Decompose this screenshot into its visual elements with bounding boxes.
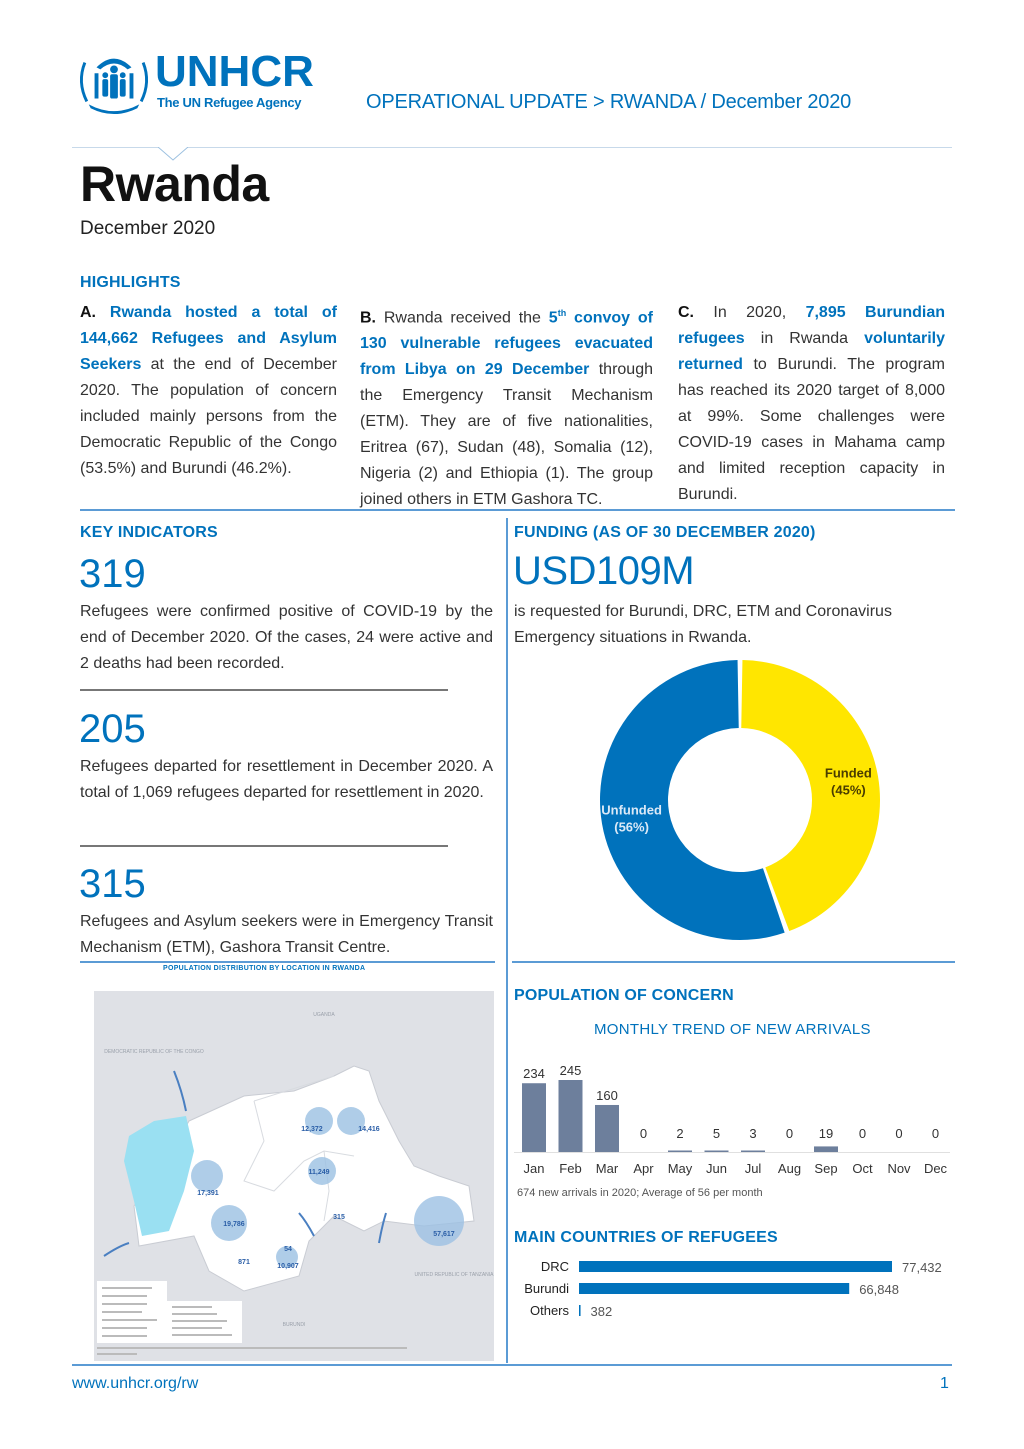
highlight-label: A. — [80, 304, 96, 321]
bar-category-label: Dec — [923, 1161, 948, 1176]
map-site-value: 871 — [238, 1259, 250, 1266]
indicator-value: 315 — [79, 862, 146, 906]
map-site-value: 11,249 — [308, 1169, 330, 1176]
logo-tagline: The UN Refugee Agency — [157, 95, 302, 110]
bar-category-label: Jun — [706, 1161, 727, 1176]
arrivals-note: 674 new arrivals in 2020; Average of 56 per month — [517, 1187, 763, 1199]
highlight-emphasis: 5 — [548, 309, 558, 327]
page-subtitle: December 2020 — [80, 218, 216, 239]
arrivals-bar-chart — [514, 1050, 954, 1210]
bar-value-label: 0 — [785, 1126, 794, 1141]
funding-amount: USD109M — [513, 549, 695, 593]
population-heading: POPULATION OF CONCERN — [514, 987, 734, 1004]
highlight-a — [80, 300, 337, 482]
map-site-value: 57,617 — [433, 1231, 455, 1238]
map-country-label: UNITED REPUBLIC OF TANZANIA — [414, 1272, 494, 1278]
indicator-text: Refugees departed for resettlement in December 2020. A total of 1,069 refugees departed for resettlement in 2020. — [80, 758, 493, 801]
highlight-emphasis: voluntarily returned — [678, 330, 945, 373]
highlights-heading: HIGHLIGHTS — [80, 274, 181, 291]
country-label: Burundi — [524, 1281, 569, 1296]
highlight-emphasis: th — [557, 308, 567, 318]
map-country-label: DEMOCRATIC REPUBLIC OF THE CONGO — [104, 1049, 204, 1055]
highlight-b — [360, 300, 653, 513]
arrivals-chart-title: MONTHLY TREND OF NEW ARRIVALS — [594, 1021, 871, 1038]
donut-label: (45%) — [831, 782, 866, 798]
highlight-text: In 2020, — [694, 304, 806, 321]
logo-wordmark: UNHCR — [155, 47, 314, 96]
indicator-value: 205 — [79, 707, 146, 751]
bar-category-label: Feb — [559, 1161, 582, 1176]
bar-may — [668, 1151, 692, 1153]
section-divider — [80, 961, 495, 963]
map-site-value: 19,786 — [223, 1221, 245, 1228]
indicator-divider — [80, 689, 448, 691]
country-bar-drc — [579, 1261, 892, 1272]
highlight-text: Rwanda received the — [376, 309, 549, 327]
indicator-divider — [80, 845, 448, 847]
bar-jan — [522, 1083, 546, 1152]
bar-mar — [595, 1105, 619, 1152]
bar-jul — [741, 1151, 765, 1153]
bar-feb — [559, 1080, 583, 1152]
bar-value-label: 0 — [858, 1126, 867, 1141]
rwanda-map — [94, 991, 494, 1361]
footer-divider — [72, 1364, 952, 1366]
map-site-value: 17,391 — [197, 1190, 219, 1197]
bar-category-label: May — [667, 1161, 693, 1176]
bar-value-label: 5 — [712, 1126, 721, 1141]
indicator-text: Refugees were confirmed positive of COVID-19 by the end of December 2020. Of the cases, 24 were active and 2 deaths had been recorded. — [80, 603, 493, 672]
indicator-text: Refugees and Asylum seekers were in Emergency Transit Mechanism (ETM), Gashora Transit Centre. — [80, 913, 493, 956]
highlight-c — [678, 300, 945, 508]
unhcr-emblem-icon — [72, 48, 156, 116]
bar-category-label: Apr — [633, 1161, 654, 1176]
section-divider — [80, 509, 955, 511]
breadcrumb: OPERATIONAL UPDATE > RWANDA / December 2020 — [366, 91, 852, 113]
funding-donut-chart — [590, 655, 890, 945]
bar-sep — [814, 1146, 838, 1152]
country-label: DRC — [540, 1259, 569, 1274]
bar-value-label: 0 — [895, 1126, 903, 1141]
bar-value-label: 160 — [596, 1087, 618, 1103]
bar-category-label: Aug — [777, 1161, 802, 1176]
bar-value-label: 245 — [559, 1063, 582, 1078]
countries-heading: MAIN COUNTRIES OF REFUGEES — [514, 1229, 778, 1246]
map-title: POPULATION DISTRIBUTION BY LOCATION IN RWANDA — [163, 965, 366, 972]
map-country-label: UGANDA — [313, 1012, 335, 1018]
bar-category-label: Oct — [852, 1161, 873, 1176]
highlight-emphasis: 7,895 Burundian refugees — [678, 304, 946, 347]
bar-jun — [705, 1151, 729, 1153]
bar-value-label: 0 — [931, 1126, 940, 1141]
map-country-label: BURUNDI — [282, 1322, 306, 1328]
bar-category-label: Jan — [523, 1161, 545, 1176]
map-site-value: 54 — [284, 1246, 292, 1253]
map-site-value: 14,416 — [358, 1126, 380, 1133]
key-indicators-heading: KEY INDICATORS — [80, 524, 218, 541]
bar-value-label: 2 — [676, 1126, 684, 1141]
bar-value-label: 234 — [523, 1066, 545, 1082]
funding-text: is requested for Burundi, DRC, ETM and Coronavirus Emergency situations in Rwanda. — [514, 603, 892, 646]
section-divider — [512, 961, 955, 963]
donut-label: Funded — [824, 765, 872, 781]
header-divider — [72, 147, 952, 148]
column-divider — [506, 518, 508, 1363]
footer-link[interactable]: www.unhcr.org/rw — [72, 1375, 199, 1392]
donut-label: (56%) — [614, 819, 649, 835]
country-label: Others — [529, 1303, 569, 1318]
bar-category-label: Mar — [595, 1161, 619, 1176]
funding-heading: FUNDING (AS OF 30 DECEMBER 2020) — [514, 524, 816, 541]
map-site-value: 10,907 — [277, 1263, 299, 1270]
country-value-label: 66,848 — [859, 1282, 899, 1297]
page-number: 1 — [940, 1375, 949, 1392]
highlight-label: C. — [678, 304, 694, 321]
highlight-text: in Rwanda — [744, 330, 865, 347]
highlight-label: B. — [360, 309, 376, 327]
highlight-emphasis: Rwanda hosted a total of 144,662 Refugees and Asylum Seekers — [80, 304, 337, 373]
map-site-value: 12,372 — [301, 1126, 323, 1133]
bar-category-label: Nov — [887, 1161, 911, 1176]
highlight-text: through the Emergency Transit Mechanism (ETM). They are of five nationalities, Eritrea (67), Sudan (48), Somalia (12), Nigeria (2) and Ethiopia (1). The group joined others in ETM Gashora TC. — [360, 361, 654, 509]
donut-label: Unfunded — [601, 802, 662, 818]
page-title: Rwanda — [80, 156, 269, 212]
highlight-emphasis: convoy of 130 vulnerable refugees evacuated from Libya on 29 December — [360, 309, 654, 379]
bar-value-label: 19 — [818, 1126, 834, 1141]
country-bar-others — [579, 1305, 581, 1316]
country-value-label: 77,432 — [902, 1260, 942, 1275]
bar-category-label: Sep — [814, 1161, 838, 1176]
indicator-value: 319 — [79, 552, 146, 596]
country-bar-burundi — [579, 1283, 849, 1294]
highlight-text: to Burundi. The program has reached its 2020 target of 8,000 at 99%. Some challenges were COVID-19 cases in Mahama camp and limited reception capacity in Burundi. — [678, 356, 945, 503]
bar-value-label: 3 — [749, 1126, 757, 1141]
highlight-text: at the end of December 2020. The population of concern included mainly persons from the Democratic Republic of the Congo (53.5%) and Burundi (46.2%). — [80, 356, 337, 477]
map-site-value: 315 — [333, 1214, 345, 1221]
bar-category-label: Jul — [744, 1161, 762, 1176]
country-value-label: 382 — [590, 1304, 613, 1319]
countries-bar-chart — [514, 1255, 954, 1330]
bar-value-label: 0 — [639, 1126, 648, 1141]
